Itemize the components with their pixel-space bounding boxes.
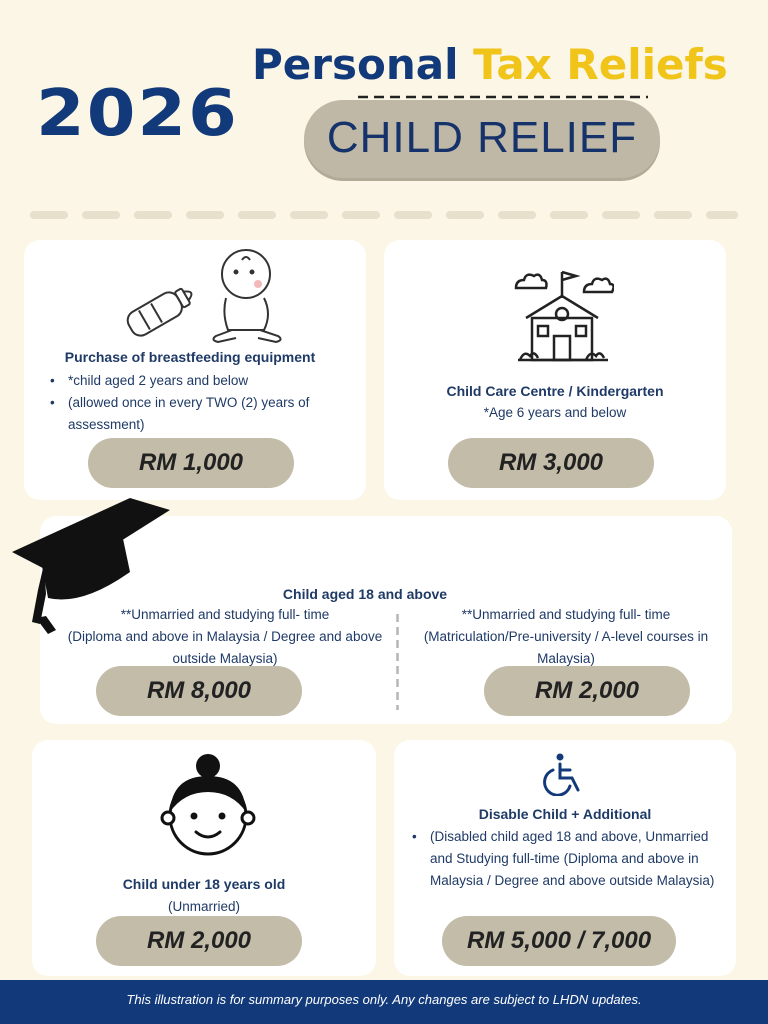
background-dash-line (30, 208, 738, 222)
breastfeeding-conditions (44, 370, 360, 436)
over18-left-line2: (Diploma and above in Malaysia / Degree and above outside Malaysia) (67, 629, 383, 666)
baby-bottle-icon (112, 276, 208, 346)
disabled-conditions (406, 826, 726, 892)
breastfeeding-amount: RM 1,000 (88, 438, 294, 488)
disabled-heading: Disable Child + Additional (478, 806, 652, 822)
over18-right-line2: (Matriculation/Pre-university / A-level courses in Malaysia) (423, 629, 709, 666)
subtitle-banner (304, 100, 660, 178)
under18-heading: Child under 18 years old (122, 876, 286, 892)
childcare-amount: RM 3,000 (448, 438, 654, 488)
over18-right-line1: **Unmarried and studying full- time (461, 607, 671, 622)
over18-heading: Child aged 18 and above (282, 586, 448, 602)
footer-bar (0, 980, 768, 1024)
title-tax-reliefs: Tax Reliefs (473, 40, 728, 89)
title-personal: Personal (252, 40, 459, 89)
over18-right-amount: RM 2,000 (484, 666, 690, 716)
year-heading: 2026 (36, 75, 239, 151)
list-item: • (Disabled child aged 18 and above, Unmarried and Studying full-time (Diploma and above in Malaysia / Degree and above outside Malaysia) (406, 826, 726, 892)
subtitle-text: CHILD RELIEF (326, 113, 638, 162)
baby-icon (202, 244, 288, 346)
footer-disclaimer: This illustration is for summary purposes only. Any changes are subject to LHDN updates. (126, 992, 642, 1007)
list-item: • *child aged 2 years and below (44, 370, 360, 392)
page-title (252, 40, 728, 89)
over18-left-amount: RM 8,000 (96, 666, 302, 716)
under18-note: (Unmarried) (167, 899, 240, 914)
under18-amount: RM 2,000 (96, 916, 302, 966)
childcare-age-note: *Age 6 years and below (483, 405, 627, 420)
over18-left-line1: **Unmarried and studying full- time (120, 607, 330, 622)
childcare-heading: Child Care Centre / Kindergarten (446, 383, 664, 399)
breastfeeding-heading: Purchase of breastfeeding equipment (64, 349, 316, 365)
over18-left-condition (60, 604, 390, 670)
wheelchair-icon (540, 752, 586, 796)
disabled-amount: RM 5,000 / 7,000 (442, 916, 676, 966)
list-item: • (allowed once in every TWO (2) years of assessment) (44, 392, 360, 436)
school-icon (512, 266, 614, 368)
over18-right-condition (402, 604, 730, 670)
child-face-icon (158, 752, 258, 860)
column-divider (396, 614, 399, 710)
